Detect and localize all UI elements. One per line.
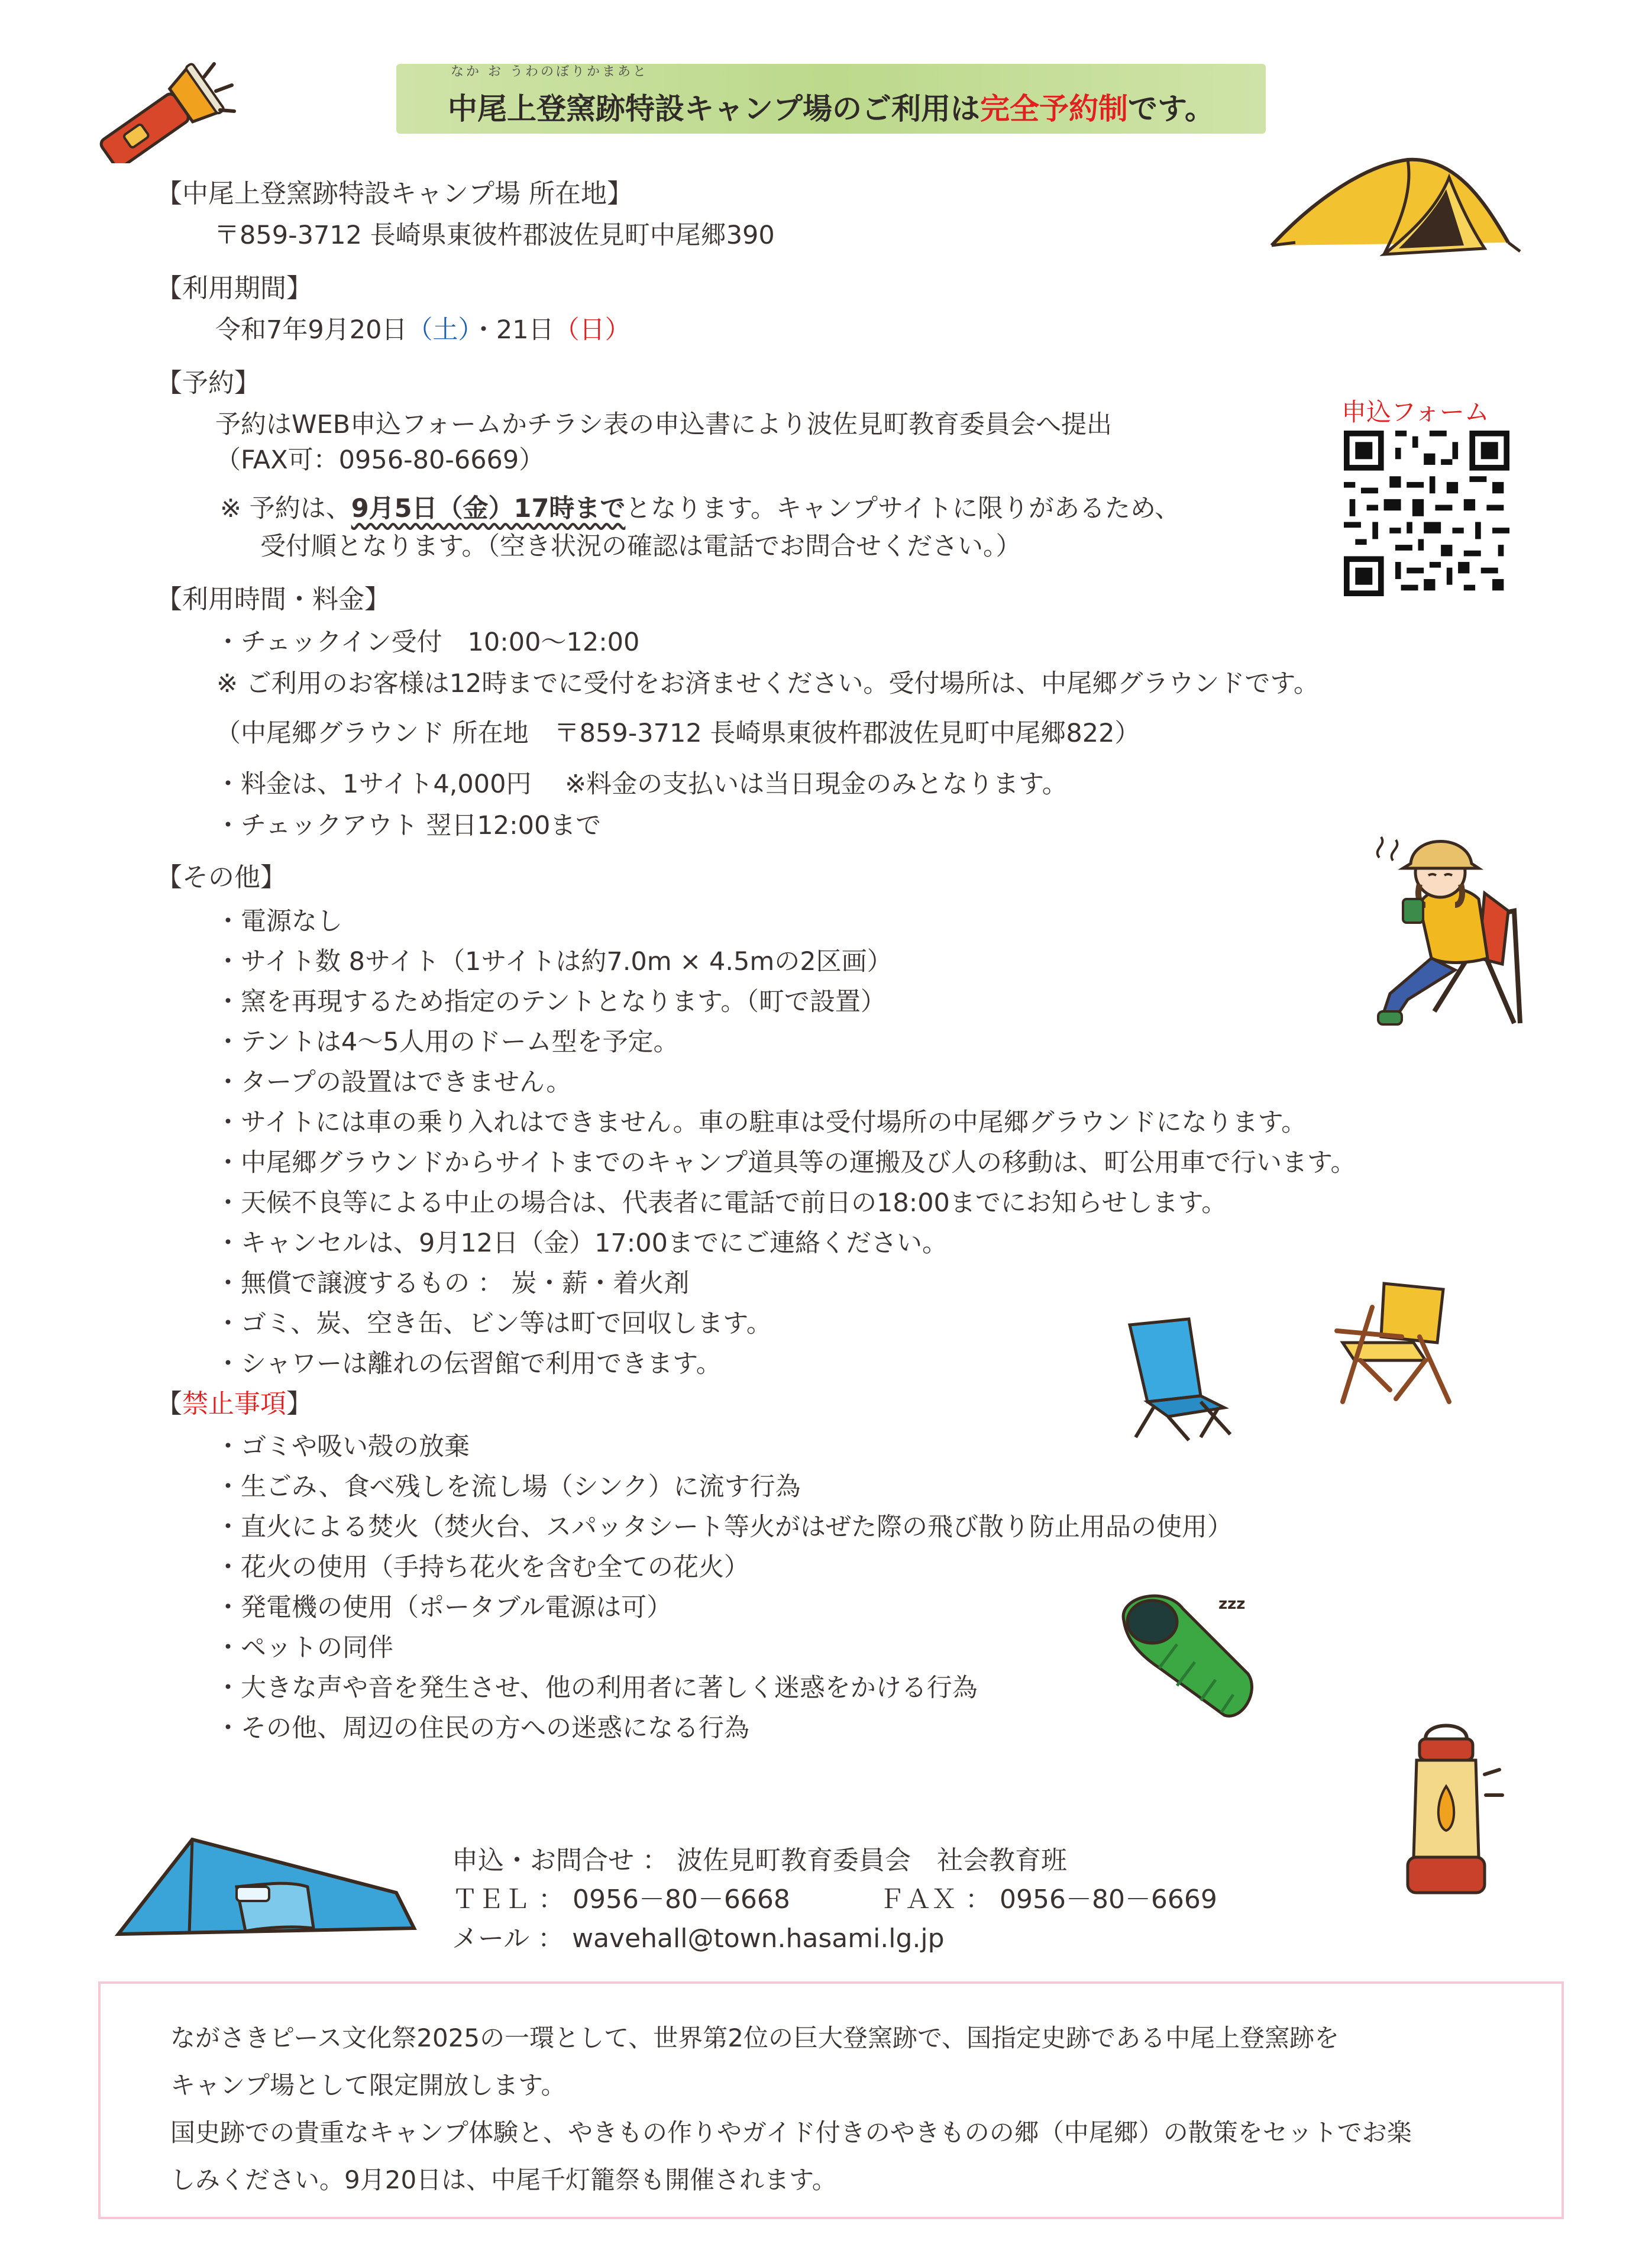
- list-item: ・キャンセルは、9月12日（金）17:00までにご連絡ください。: [215, 1228, 948, 1258]
- note-line: しみください。9月20日は、中尾千灯籠祭も開催されます。: [170, 2165, 837, 2194]
- blue-tent-icon: [112, 1822, 420, 1940]
- title-ruby: なか お うわのぼりかまあと: [451, 64, 648, 79]
- list-item: ・直火による焚火（焚火台、スパッタシート等火がはぜた際の飛び散り防止用品の使用）: [215, 1512, 1233, 1542]
- qr-code[interactable]: [1344, 431, 1509, 596]
- checkin-note: ※ ご利用のお客様は12時までに受付をお済ませください。受付場所は、中尾郷グラウンドです。: [216, 669, 1319, 699]
- list-item: ・ペットの同伴: [215, 1633, 393, 1663]
- date-end: ・21日: [470, 315, 554, 345]
- reservation-heading: 【予約】: [156, 368, 260, 398]
- heading-bracket: 【: [156, 1389, 182, 1419]
- title-emphasis: 完全予約制: [980, 92, 1128, 126]
- header-banner: [396, 64, 1266, 134]
- list-item: ・発電機の使用（ポータブル電源は可）: [215, 1593, 673, 1622]
- list-item: ・天候不良等による中止の場合は、代表者に電話で前日の18:00までにお知らせします。: [215, 1188, 1227, 1218]
- time-fee-heading: 【利用時間・料金】: [156, 584, 390, 615]
- flashlight-icon: [83, 57, 237, 163]
- note-line: ながさきピース文化祭2025の一環として、世界第2位の巨大登窯跡で、国指定史跡である中尾上登窯跡を: [170, 2023, 1340, 2052]
- prohibited-heading: [156, 1388, 312, 1421]
- list-item: ・サイトには車の乗り入れはできません。車の駐車は受付場所の中尾郷グラウンドになります。: [215, 1108, 1307, 1137]
- sunday-label: （日）: [554, 315, 631, 345]
- event-note-box: [98, 1981, 1564, 2219]
- note-line: キャンプ場として限定開放します。: [170, 2071, 566, 2100]
- camper-in-chair-icon: [1337, 816, 1556, 1041]
- reservation-note-pre: ※ 予約は、: [220, 494, 351, 523]
- saturday-label: （土）: [407, 315, 471, 345]
- svg-text:zzz: zzz: [1218, 1595, 1246, 1613]
- ground-address: （中尾郷グラウンド 所在地 〒859-3712 長崎県東彼杵郡波佐見町中尾郷822）: [215, 719, 1140, 748]
- qr-label: 申込フォーム: [1341, 397, 1489, 426]
- list-item: ・生ごみ、食べ残しを流し場（シンク）に流す行為: [215, 1472, 801, 1502]
- list-item: ・タープの設置はできません。: [215, 1068, 572, 1097]
- list-item: ・テントは4～5人用のドーム型を予定。: [215, 1027, 679, 1057]
- reservation-note-post: となります。キャンプサイトに限りがあるため、: [625, 494, 1181, 523]
- list-item: ・シャワーは離れの伝習館で利用できます。: [215, 1349, 722, 1379]
- reservation-deadline: 9月5日（金）17時まで: [351, 494, 626, 523]
- page-title: [396, 85, 1266, 128]
- list-item: ・窯を再現するため指定のテントとなります。（町で設置）: [215, 987, 886, 1017]
- blue-folding-chair-icon: [1112, 1313, 1254, 1443]
- yellow-tent-icon: [1260, 142, 1526, 266]
- title-post: です。: [1128, 92, 1214, 126]
- contact-mail[interactable]: メール ： wavehall@town.hasami.lg.jp: [452, 1923, 945, 1954]
- sleeping-bag-icon: [1112, 1585, 1284, 1733]
- contact-tel[interactable]: ＴＥＬ ： 0956－80－6668: [452, 1884, 790, 1915]
- period-heading: 【利用期間】: [156, 273, 312, 303]
- list-item: ・その他、周辺の住民の方への迷惑になる行為: [215, 1713, 749, 1743]
- yellow-folding-chair-icon: [1325, 1272, 1461, 1408]
- list-item: ・無償で譲渡するもの ： 炭・薪・着火剤: [215, 1269, 690, 1298]
- reservation-text-1: 予約はWEB申込フォームかチラシ表の申込書により波佐見町教育委員会へ提出: [215, 410, 1113, 439]
- list-item: ・サイト数 8サイト（1サイトは約7.0m × 4.5mの2区画）: [215, 947, 893, 977]
- contact-org: 申込・お問合せ ： 波佐見町教育委員会 社会教育班: [452, 1845, 1067, 1876]
- lantern-icon: [1384, 1715, 1508, 1910]
- reservation-note: [220, 492, 1180, 525]
- list-item: ・大きな声や音を発生させ、他の利用者に著しく迷惑をかける行為: [215, 1673, 978, 1703]
- list-item: ・花火の使用（手持ち花火を含む全ての花火）: [215, 1553, 749, 1582]
- location-heading: 【中尾上登窯跡特設キャンプ場 所在地】: [156, 179, 633, 209]
- title-pre: 中尾上登窯跡特設キャンプ場のご利用は: [448, 92, 980, 126]
- list-item: ・電源なし: [215, 907, 342, 936]
- list-item: ・ゴミ、炭、空き缶、ビン等は町で回収します。: [215, 1309, 772, 1338]
- period-dates: [215, 313, 631, 347]
- date-start: 令和7年9月20日: [215, 315, 408, 345]
- contact-fax: ＦＡＸ ： 0956－80－6669: [879, 1884, 1217, 1915]
- location-address: 〒859-3712 長崎県東彼杵郡波佐見町中尾郷390: [214, 221, 775, 250]
- checkin-time: ・チェックイン受付 10:00～12:00: [215, 628, 640, 657]
- other-heading: 【その他】: [156, 862, 286, 893]
- heading-bracket: 】: [286, 1389, 312, 1419]
- reservation-note-2: 受付順となります。（空き状況の確認は電話でお問合せください。）: [260, 532, 1021, 561]
- reservation-text-2: （FAX可：0956-80-6669）: [215, 445, 545, 475]
- note-line: 国史跡での貴重なキャンプ体験と、やきもの作りやガイド付きのやきものの郷（中尾郷）の散策をセットでお楽: [170, 2118, 1412, 2147]
- list-item: ・ゴミや吸い殻の放棄: [215, 1432, 470, 1462]
- fee-info: ・料金は、1サイト4,000円 ※料金の支払いは当日現金のみとなります。: [215, 770, 1068, 799]
- list-item: ・中尾郷グラウンドからサイトまでのキャンプ道具等の運搬及び人の移動は、町公用車で行います。: [215, 1148, 1356, 1178]
- checkout-time: ・チェックアウト 翌日12:00まで: [215, 811, 602, 840]
- prohibited-heading-text: 禁止事項: [182, 1389, 286, 1419]
